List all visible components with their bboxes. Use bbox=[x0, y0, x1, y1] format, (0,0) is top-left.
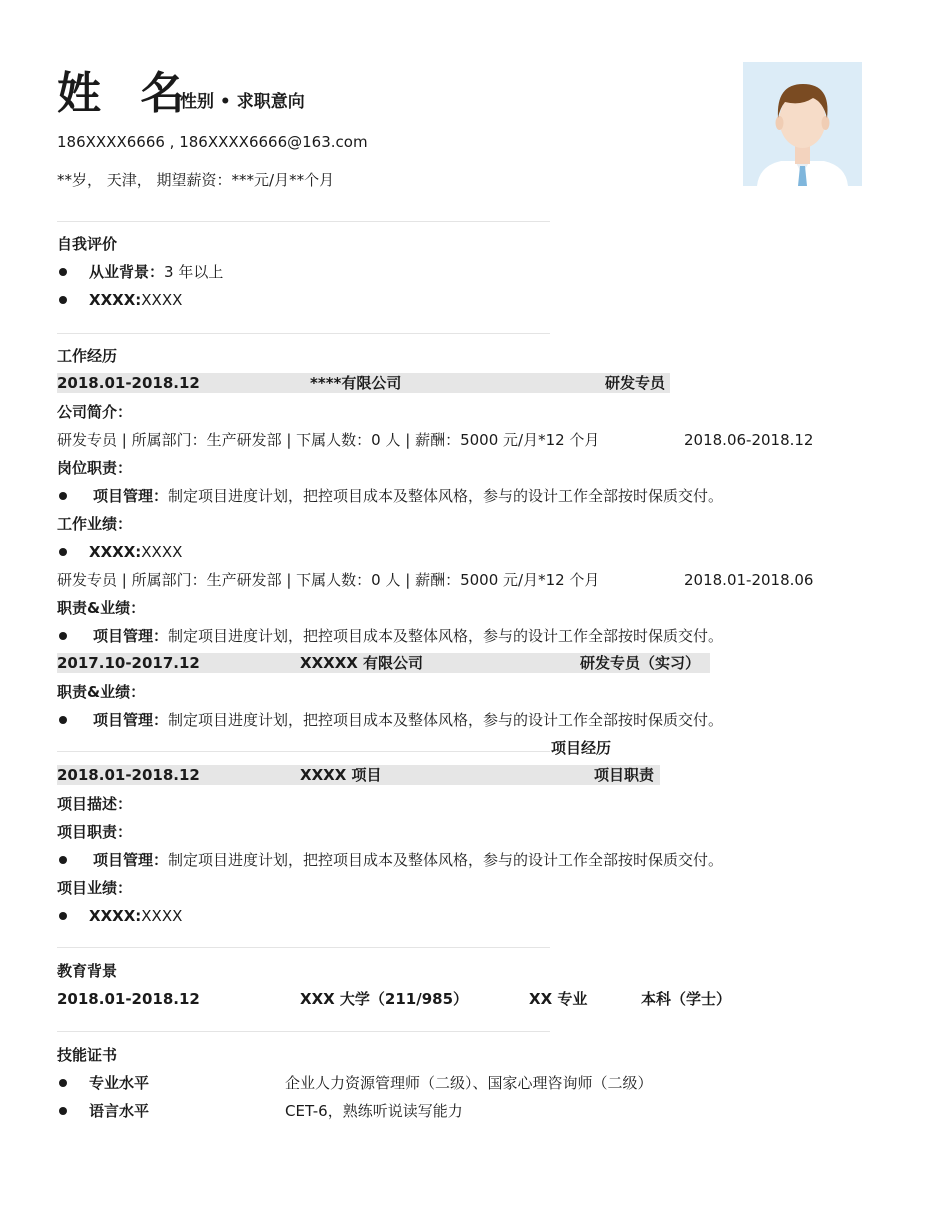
item-text: 制定项目进度计划，把控项目成本及整体风格，参与的设计工作全部按时保质交付。 bbox=[168, 487, 724, 505]
duty-label: 岗位职责： bbox=[57, 459, 133, 477]
contact-info: 186XXXX6666 , 186XXXX6666@163.com bbox=[57, 133, 368, 151]
job-header-bar bbox=[57, 373, 670, 393]
project-header-bar bbox=[57, 765, 660, 785]
project-role: 项目职责 bbox=[594, 766, 655, 784]
job-company: XXXXX 有限公司 bbox=[300, 654, 424, 672]
item-text: 3 年以上 bbox=[164, 263, 224, 281]
item-label: XXXX: bbox=[89, 291, 142, 309]
job-period-desc: 研发专员 | 所属部门：生产研发部 | 下属人数：0 人 | 薪酬：5000 元/月*12 个月 bbox=[57, 431, 600, 449]
list-item bbox=[57, 261, 223, 283]
job-position: 研发专员 bbox=[605, 374, 666, 392]
item-label: 项目管理： bbox=[93, 851, 169, 869]
item-label: 从业背景： bbox=[89, 263, 165, 281]
education-degree: 本科（学士） bbox=[641, 990, 732, 1008]
list-item bbox=[57, 541, 182, 563]
list-item bbox=[57, 625, 723, 647]
section-divider bbox=[57, 221, 550, 222]
item-text: XXXX bbox=[141, 907, 183, 925]
item-text: 制定项目进度计划，把控项目成本及整体风格，参与的设计工作全部按时保质交付。 bbox=[168, 627, 724, 645]
job-position: 研发专员（实习） bbox=[580, 654, 701, 672]
section-title-projects: 项目经历 bbox=[551, 739, 612, 757]
section-title-work: 工作经历 bbox=[57, 347, 118, 365]
item-label: XXXX: bbox=[89, 907, 142, 925]
job-period-date: 2018.06-2018.12 bbox=[684, 431, 814, 449]
item-text: XXXX bbox=[141, 543, 183, 561]
skill-label: 语言水平 bbox=[57, 1100, 149, 1122]
education-major: XX 专业 bbox=[529, 990, 588, 1008]
company-intro-label: 公司简介： bbox=[57, 403, 133, 421]
job-header-bar bbox=[57, 653, 710, 673]
project-name: XXXX 项目 bbox=[300, 766, 382, 784]
education-school: XXX 大学（211/985） bbox=[300, 990, 469, 1008]
job-period-date: 2018.01-2018.06 bbox=[684, 571, 814, 589]
achievement-label: 工作业绩： bbox=[57, 515, 133, 533]
item-text: 制定项目进度计划，把控项目成本及整体风格，参与的设计工作全部按时保质交付。 bbox=[168, 851, 724, 869]
project-desc-label: 项目描述： bbox=[57, 795, 133, 813]
section-divider bbox=[57, 333, 550, 334]
section-title-education: 教育背景 bbox=[57, 962, 118, 980]
duty-achievement-label: 职责&业绩： bbox=[57, 599, 146, 617]
list-item bbox=[57, 485, 723, 507]
skill-text: 企业人力资源管理师（二级）、国家心理咨询师（二级） bbox=[285, 1074, 653, 1092]
item-text: XXXX bbox=[141, 291, 183, 309]
section-divider bbox=[57, 1031, 550, 1032]
section-title-skills: 技能证书 bbox=[57, 1046, 118, 1064]
candidate-name: 姓 名 bbox=[57, 68, 197, 119]
project-result-label: 项目业绩： bbox=[57, 879, 133, 897]
list-item bbox=[57, 849, 723, 871]
skill-label: 专业水平 bbox=[57, 1072, 149, 1094]
list-item bbox=[57, 905, 182, 927]
item-label: 项目管理： bbox=[93, 487, 169, 505]
item-label: 项目管理： bbox=[93, 627, 169, 645]
job-period-desc: 研发专员 | 所属部门：生产研发部 | 下属人数：0 人 | 薪酬：5000 元/月*12 个月 bbox=[57, 571, 600, 589]
personal-info: **岁， 天津， 期望薪资：***元/月**个月 bbox=[57, 171, 335, 189]
item-label: XXXX: bbox=[89, 543, 142, 561]
list-item bbox=[57, 289, 182, 311]
section-divider bbox=[57, 751, 550, 752]
project-duty-label: 项目职责： bbox=[57, 823, 133, 841]
duty-achievement-label: 职责&业绩： bbox=[57, 683, 146, 701]
list-item bbox=[57, 709, 723, 731]
skill-text: CET-6，熟练听说读写能力 bbox=[285, 1102, 463, 1120]
gender-job-intention: 性别 • 求职意向 bbox=[180, 92, 305, 112]
item-text: 制定项目进度计划，把控项目成本及整体风格，参与的设计工作全部按时保质交付。 bbox=[168, 711, 724, 729]
education-date: 2018.01-2018.12 bbox=[57, 990, 200, 1008]
job-company: ****有限公司 bbox=[310, 374, 402, 392]
avatar-icon bbox=[743, 62, 862, 186]
section-title-self-eval: 自我评价 bbox=[57, 235, 118, 253]
project-date: 2018.01-2018.12 bbox=[57, 766, 200, 784]
section-divider bbox=[57, 947, 550, 948]
job-date: 2017.10-2017.12 bbox=[57, 654, 200, 672]
item-label: 项目管理： bbox=[93, 711, 169, 729]
job-date: 2018.01-2018.12 bbox=[57, 374, 200, 392]
profile-photo bbox=[743, 62, 862, 186]
